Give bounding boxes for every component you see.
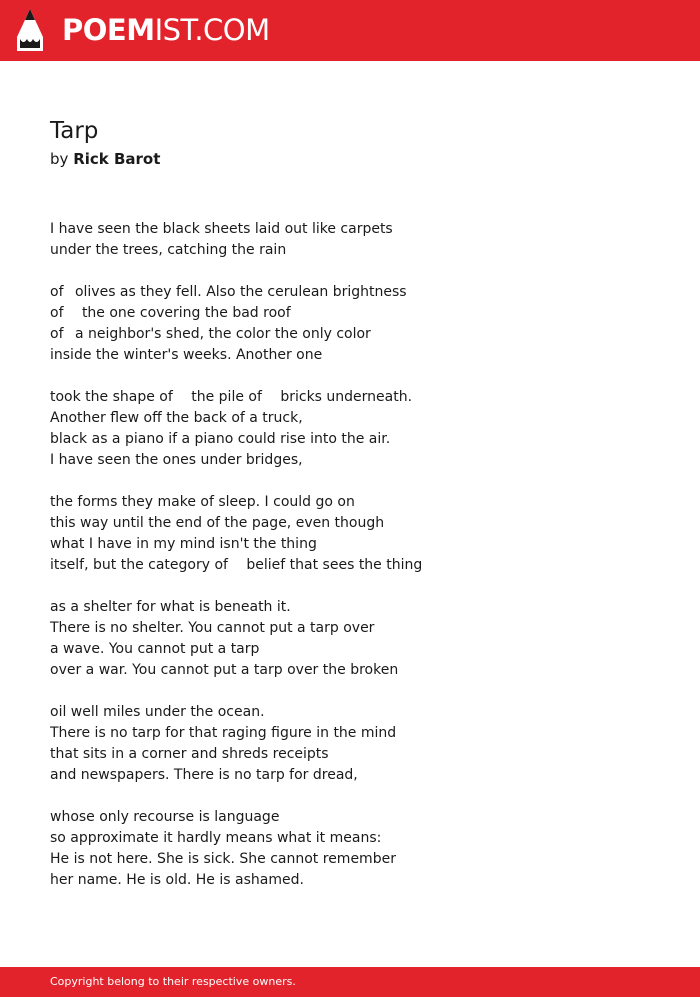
poem-line: of the one covering the bad roof: [50, 305, 291, 321]
site-logo[interactable]: [62, 13, 270, 47]
poem-line: oil well miles under the ocean.: [50, 704, 265, 720]
author-name: Rick Barot: [73, 150, 161, 168]
poem-line: There is no tarp for that raging figure in the mind: [50, 725, 397, 741]
poem-line: itself, but the category of belief that sees the thing: [50, 557, 423, 573]
poem-line: inside the winter's weeks. Another one: [50, 347, 323, 363]
poem-line: black as a piano if a piano could rise into the air.: [50, 431, 391, 447]
poem-line: this way until the end of the page, even though: [50, 515, 385, 531]
poem-line: He is not here. She is sick. She cannot remember: [50, 851, 396, 867]
stanza: [50, 282, 650, 366]
stanza: [50, 702, 650, 786]
stanza: [50, 492, 650, 576]
poem-body: [50, 219, 650, 912]
poem-line: the forms they make of sleep. I could go on: [50, 494, 355, 510]
logo-strong-text: POEM: [62, 13, 155, 47]
stanza: [50, 219, 650, 261]
poem-line: Another flew off the back of a truck,: [50, 410, 303, 426]
poem-line: her name. He is old. He is ashamed.: [50, 872, 304, 888]
poem-line: under the trees, catching the rain: [50, 242, 287, 258]
site-footer: [0, 967, 700, 997]
poem-line: and newspapers. There is no tarp for dread,: [50, 767, 358, 783]
stanza: [50, 387, 650, 471]
poem-line: whose only recourse is language: [50, 809, 280, 825]
logo-light-text: IST.COM: [154, 13, 270, 47]
copyright-text: Copyright belong to their respective owners.: [50, 975, 296, 988]
poem-line: There is no shelter. You cannot put a tarp over: [50, 620, 375, 636]
poem-line: took the shape of the pile of bricks underneath.: [50, 389, 413, 405]
poem-line: of olives as they fell. Also the cerulean brightness: [50, 284, 407, 300]
poem-line: I have seen the ones under bridges,: [50, 452, 303, 468]
poem-line: a wave. You cannot put a tarp: [50, 641, 260, 657]
poem-line: I have seen the black sheets laid out like carpets: [50, 221, 393, 237]
by-label: by: [50, 150, 69, 168]
poem-line: so approximate it hardly means what it means:: [50, 830, 382, 846]
pencil-tip-icon[interactable]: [17, 9, 43, 51]
poem-line: as a shelter for what is beneath it.: [50, 599, 291, 615]
poem-title: Tarp: [50, 118, 99, 144]
poem-line: what I have in my mind isn't the thing: [50, 536, 317, 552]
stanza: [50, 807, 650, 891]
poem-line: of a neighbor's shed, the color the only color: [50, 326, 371, 342]
byline: [50, 149, 160, 169]
poem-line: that sits in a corner and shreds receipts: [50, 746, 329, 762]
poem-line: over a war. You cannot put a tarp over the broken: [50, 662, 399, 678]
site-header: [0, 0, 700, 61]
stanza: [50, 597, 650, 681]
